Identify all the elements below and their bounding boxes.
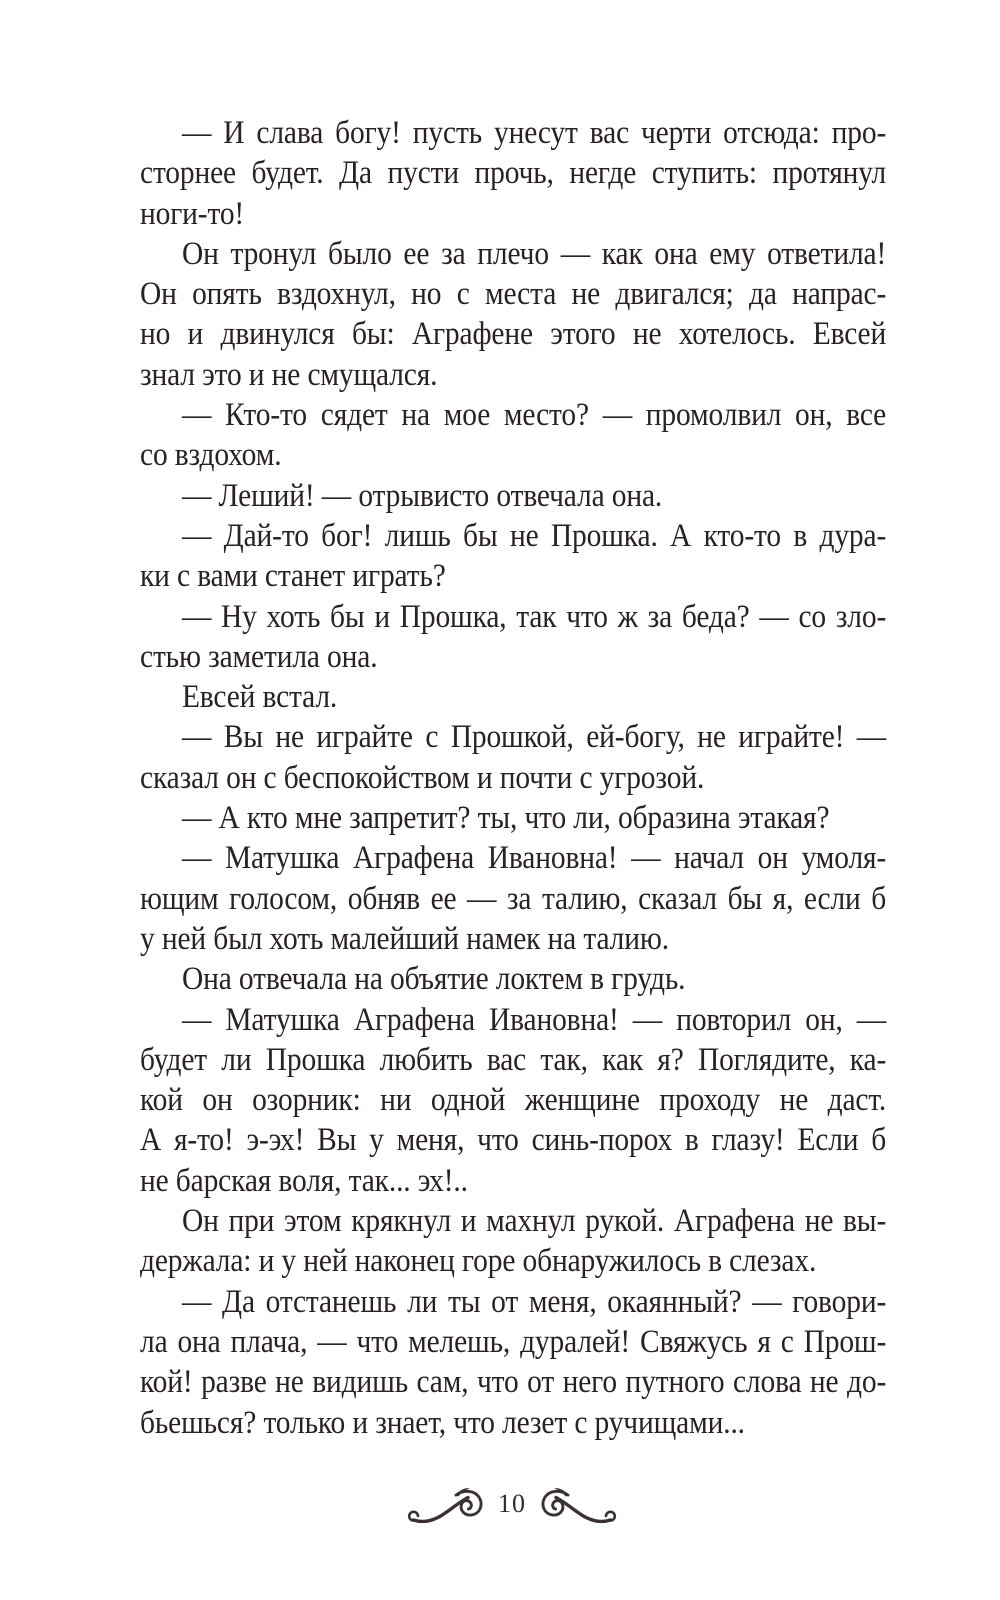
text-line: — Ну хоть бы и Прошка, так что ж за беда? — со зло- bbox=[181, 598, 887, 635]
text-line: — Матушка Аграфена Ивановна! — начал он умоля- bbox=[181, 840, 887, 877]
paragraph bbox=[140, 1282, 886, 1443]
flourish-left-icon bbox=[407, 1486, 487, 1526]
paragraph bbox=[140, 1000, 886, 1201]
text-line: ющим голосом, обняв ее — за талию, сказал бы я, если б bbox=[140, 880, 887, 917]
text-block bbox=[140, 113, 886, 1443]
text-line: ла она плача, — что мелешь, дуралей! Свяжусь я с Прош- bbox=[140, 1323, 887, 1360]
text-line: сторнее будет. Да пусти прочь, негде ступить: протянул bbox=[140, 155, 887, 192]
text-line: Он тронул было ее за плечо — как она ему ответила! bbox=[181, 235, 887, 272]
text-line: со вздохом. bbox=[140, 437, 282, 474]
text-line: — Вы не играйте с Прошкой, ей-богу, не играйте! — bbox=[181, 719, 887, 756]
paragraph bbox=[140, 838, 886, 959]
text-line: — Кто-то сядет на мое место? — промолвил он, все bbox=[181, 397, 887, 434]
paragraph bbox=[140, 798, 886, 838]
flourish-right-icon bbox=[537, 1486, 617, 1526]
text-line: стью заметила она. bbox=[140, 638, 378, 675]
text-line: кой он озорник: ни одной женщине проходу не даст. bbox=[140, 1082, 887, 1119]
page-number: 10 bbox=[498, 1489, 526, 1518]
paragraph bbox=[140, 476, 886, 516]
text-line: у ней был хоть малейший намек на талию. bbox=[140, 920, 669, 957]
paragraph bbox=[140, 516, 886, 597]
text-line: держала: и у ней наконец горе обнаружилось в слезах. bbox=[140, 1243, 817, 1280]
paragraph bbox=[140, 395, 886, 476]
paragraph bbox=[140, 234, 886, 395]
text-line: ки с вами станет играть? bbox=[140, 558, 446, 595]
page-footer bbox=[407, 1480, 617, 1532]
text-line: Она отвечала на объятие локтем в грудь. bbox=[181, 961, 686, 998]
text-line: — Дай-то бог! лишь бы не Прошка. А кто-то в дура- bbox=[181, 517, 887, 554]
text-line: — А кто мне запретит? ты, что ли, образина этакая? bbox=[181, 800, 830, 837]
text-line: сказал он с беспокойством и почти с угрозой. bbox=[140, 759, 705, 796]
text-line: ноги-то! bbox=[140, 195, 245, 232]
paragraph bbox=[140, 717, 886, 798]
paragraph bbox=[140, 677, 886, 717]
paragraph bbox=[140, 113, 886, 234]
text-line: — И слава богу! пусть унесут вас черти отсюда: про- bbox=[181, 115, 887, 151]
paragraph bbox=[140, 597, 886, 678]
text-line: кой! разве не видишь сам, что от него путного слова не до- bbox=[140, 1364, 887, 1401]
paragraph bbox=[140, 1201, 886, 1282]
text-line: не барская воля, так... эх!.. bbox=[140, 1162, 468, 1199]
text-line: — Леший! — отрывисто отвечала она. bbox=[181, 477, 663, 514]
text-line: знал это и не смущался. bbox=[140, 356, 438, 393]
text-line: Он опять вздохнул, но с места не двигался; да напрас- bbox=[140, 276, 887, 313]
text-line: Он при этом крякнул и махнул рукой. Аграфена не вы- bbox=[181, 1203, 887, 1240]
text-line: но и двинулся бы: Аграфене этого не хотелось. Евсей bbox=[140, 316, 887, 353]
text-line: А я-то! э-эх! Вы у меня, что синь-порох в глазу! Если б bbox=[140, 1122, 887, 1159]
text-line: бьешься? только и знает, что лезет с ручищами... bbox=[140, 1404, 745, 1441]
text-line: — Да отстанешь ли ты от меня, окаянный? — говори- bbox=[181, 1283, 887, 1320]
text-line: Евсей встал. bbox=[181, 679, 338, 716]
text-line: будет ли Прошка любить вас так, как я? Поглядите, ка- bbox=[140, 1041, 887, 1078]
text-line: — Матушка Аграфена Ивановна! — повторил он, — bbox=[181, 1001, 887, 1038]
paragraph bbox=[140, 959, 886, 999]
